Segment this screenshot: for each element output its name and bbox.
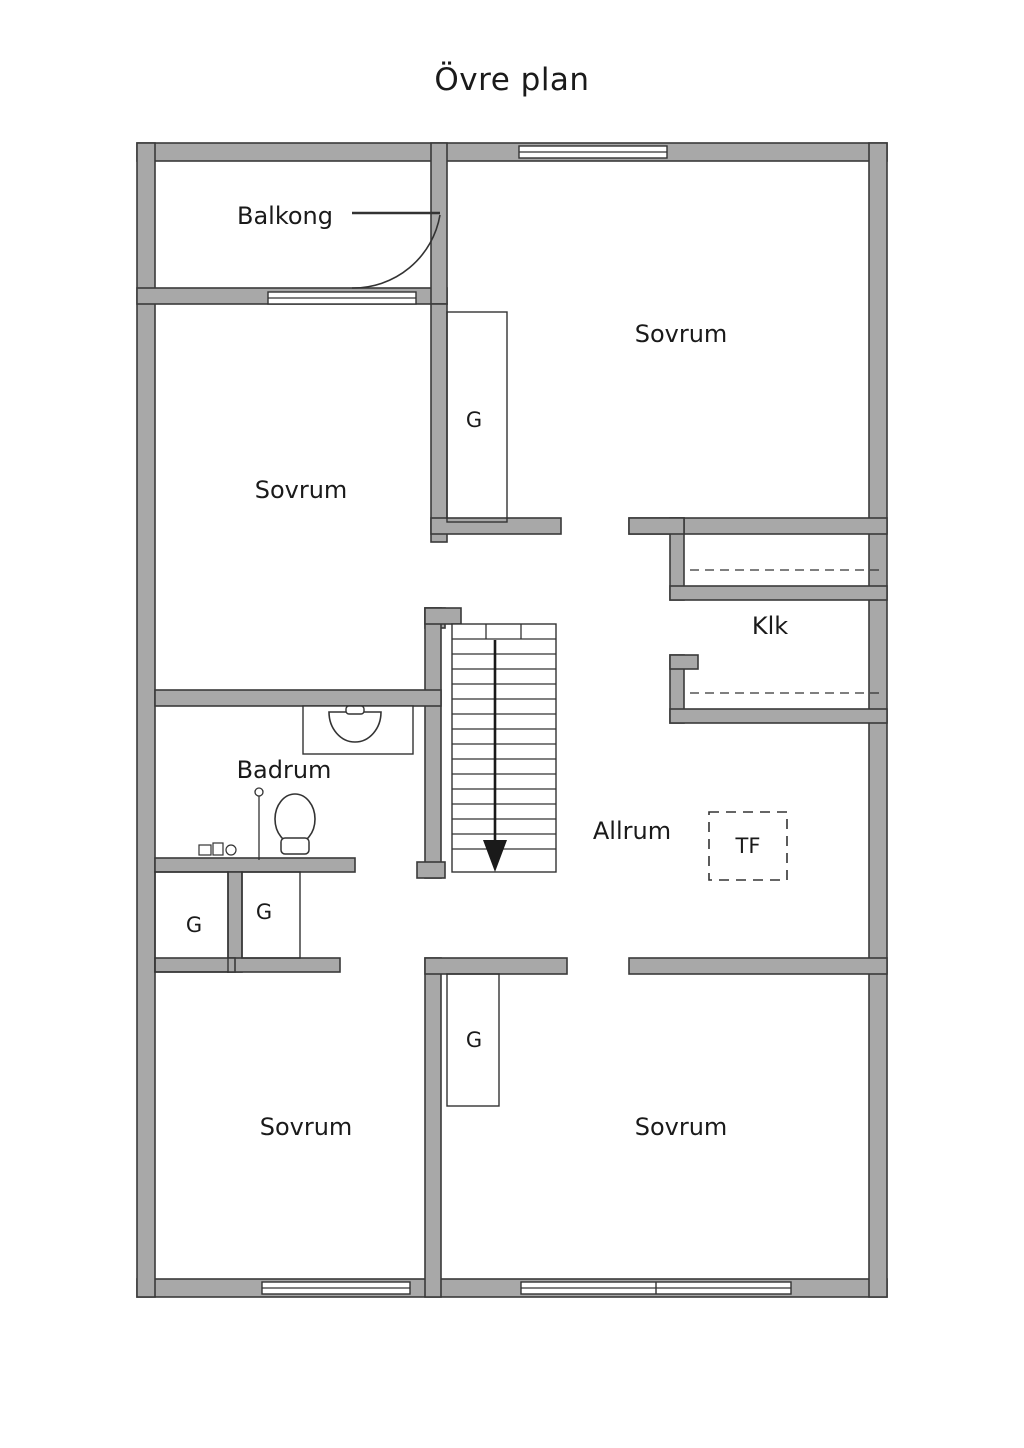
room-label-allrum: Allrum <box>592 817 672 845</box>
wall-closet-upper-bottom <box>431 518 561 534</box>
wall-klk-lower-stub <box>670 655 698 669</box>
closet-label-bath-right: G <box>255 900 273 924</box>
wall-bathroom-top <box>155 690 441 706</box>
wall-stair-bottom-stub <box>417 862 445 878</box>
door-swing-icon <box>352 213 440 288</box>
window-icon-top <box>519 146 667 158</box>
wall-exterior-top <box>137 143 887 161</box>
room-label-sovrum-bottom-right: Sovrum <box>634 1113 728 1141</box>
room-label-balkong: Balkong <box>236 202 334 230</box>
wall-exterior-left <box>137 143 155 1297</box>
room-label-sovrum-top-right: Sovrum <box>634 320 728 348</box>
closet-label-bath-left: G <box>185 913 203 937</box>
wall-closet-bath-divider <box>228 872 242 972</box>
page-title: Övre plan <box>434 62 590 98</box>
wall-bottom-center-vertical <box>425 958 441 1297</box>
wall-closet-lower-top <box>425 958 567 974</box>
wall-klk-shelf-bottom <box>670 709 887 723</box>
wall-bathroom-bottom <box>155 858 355 872</box>
room-label-sovrum-left: Sovrum <box>254 476 348 504</box>
window-icon-balcony <box>268 292 416 304</box>
wall-bottom-right-bedroom-top <box>629 958 887 974</box>
room-label-badrum: Badrum <box>236 756 332 784</box>
window-icon-bottom-left <box>262 1282 410 1294</box>
room-label-sovrum-bottom-left: Sovrum <box>259 1113 353 1141</box>
closet-label-upper-center: G <box>465 408 483 432</box>
wall-bottom-left-bedroom-top <box>155 958 235 972</box>
wall-left-bedroom-right <box>431 304 447 542</box>
wall-klk-shelf-top <box>670 586 887 600</box>
closet-label-lower-center: G <box>465 1028 483 1052</box>
wall-balcony-right <box>431 143 447 304</box>
wall-stair-top-stub <box>425 608 461 624</box>
toilet-icon <box>255 788 315 860</box>
wall-klk-upper-stub <box>629 518 684 534</box>
bathroom-fixture-icon <box>199 843 236 855</box>
room-label-klk: Klk <box>751 612 789 640</box>
window-icon-bottom-right <box>521 1282 791 1294</box>
wall-stair-left <box>425 608 441 878</box>
wall-closet-bath-bottom <box>228 958 340 972</box>
tf-label: TF <box>735 834 761 858</box>
staircase <box>452 624 556 872</box>
